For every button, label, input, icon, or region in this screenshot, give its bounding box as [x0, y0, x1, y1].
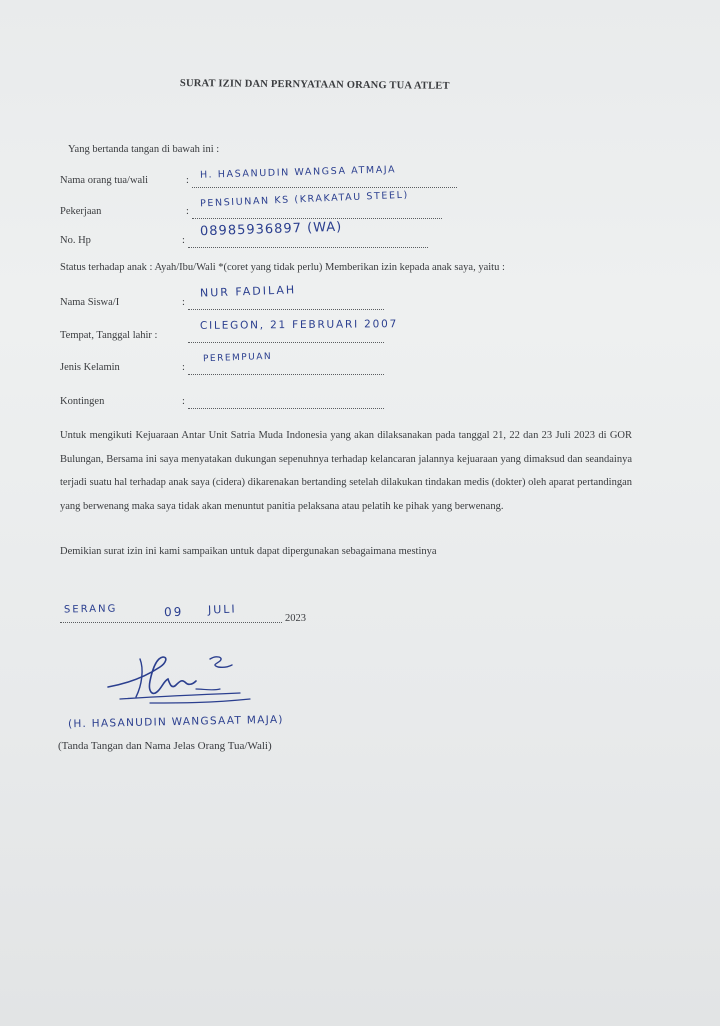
- field-label: Pekerjaan: [60, 206, 102, 217]
- dotted-line: [188, 408, 384, 409]
- status-line: Status terhadap anak : Ayah/Ibu/Wali *(coret yang tidak perlu) Memberikan izin kepada anak saya, yaitu :: [60, 262, 505, 273]
- field-colon: :: [182, 396, 185, 407]
- field-contingent: [60, 396, 660, 416]
- dotted-line: [60, 622, 282, 623]
- field-label: Nama Siswa/I: [60, 297, 120, 308]
- date-day: 09: [163, 604, 184, 620]
- field-label: Jenis Kelamin: [60, 362, 120, 373]
- field-colon: :: [182, 235, 185, 246]
- date-month: JULI: [207, 602, 237, 617]
- handwritten-value: CILEGON, 21 FEBRUARI 2007: [199, 318, 399, 332]
- field-colon: :: [182, 297, 185, 308]
- field-colon: :: [182, 362, 185, 373]
- intro-text: Yang bertanda tangan di bawah ini :: [68, 144, 220, 155]
- field-birth: [60, 318, 660, 350]
- handwritten-value: H. HASANUDIN WANGSA ATMAJA: [199, 164, 397, 181]
- field-phone: [60, 219, 660, 255]
- field-gender: [60, 351, 660, 382]
- body-paragraph: Untuk mengikuti Kejuaraan Antar Unit Satria Muda Indonesia yang akan dilaksanakan pada tanggal 21, 22 dan 23 Juli 2023 di GOR Bulungan, Bersama ini saya menyatakan dukungan sepenuhnya terhadap kelancaran jalannya kejuaraan yang dimaksud dan seandainya terjadi suatu hal terhadap anak saya (cidera) dikarenakan bertanding setelah dilakukan tindakan medis (dokter) oleh aparat pertandingan yang berwenang maka saya tidak akan menuntut panitia pelaksana atau pelatih ke pihak yang berwenang.: [60, 430, 632, 512]
- field-colon: :: [186, 175, 189, 186]
- document-title: SURAT IZIN DAN PERNYATAAN ORANG TUA ATLET: [179, 78, 450, 92]
- field-label: Tempat, Tanggal lahir :: [60, 330, 158, 341]
- dotted-line: [188, 374, 384, 375]
- handwritten-value: PENSIUNAN KS (KRAKATAU STEEL): [199, 189, 410, 210]
- field-student-name: [60, 283, 660, 317]
- dotted-line: [188, 342, 384, 343]
- field-occupation: [60, 189, 660, 226]
- dotted-line: [192, 187, 457, 188]
- closing-text: Demikian surat izin ini kami sampaikan untuk dapat dipergunakan sebagaimana mestinya: [60, 546, 437, 557]
- signer-name: (H. HASANUDIN WANGSAAT MAJA): [67, 713, 284, 731]
- date-year: 2023: [285, 613, 306, 624]
- dotted-line: [188, 309, 384, 310]
- handwritten-value: 08985936897 (WA): [199, 219, 343, 240]
- signature-caption: (Tanda Tangan dan Nama Jelas Orang Tua/Wali): [58, 740, 272, 752]
- dotted-line: [188, 247, 428, 248]
- signature-icon: [100, 645, 270, 715]
- handwritten-value: NUR FADILAH: [199, 283, 297, 300]
- field-colon: :: [186, 206, 189, 217]
- handwritten-value: PEREMPUAN: [202, 351, 273, 365]
- field-label: Kontingen: [60, 396, 105, 407]
- dotted-line: [192, 218, 442, 219]
- field-label: Nama orang tua/wali: [60, 175, 149, 186]
- date-line: [60, 602, 320, 630]
- field-label: No. Hp: [60, 235, 91, 246]
- date-place: SERANG: [63, 603, 118, 616]
